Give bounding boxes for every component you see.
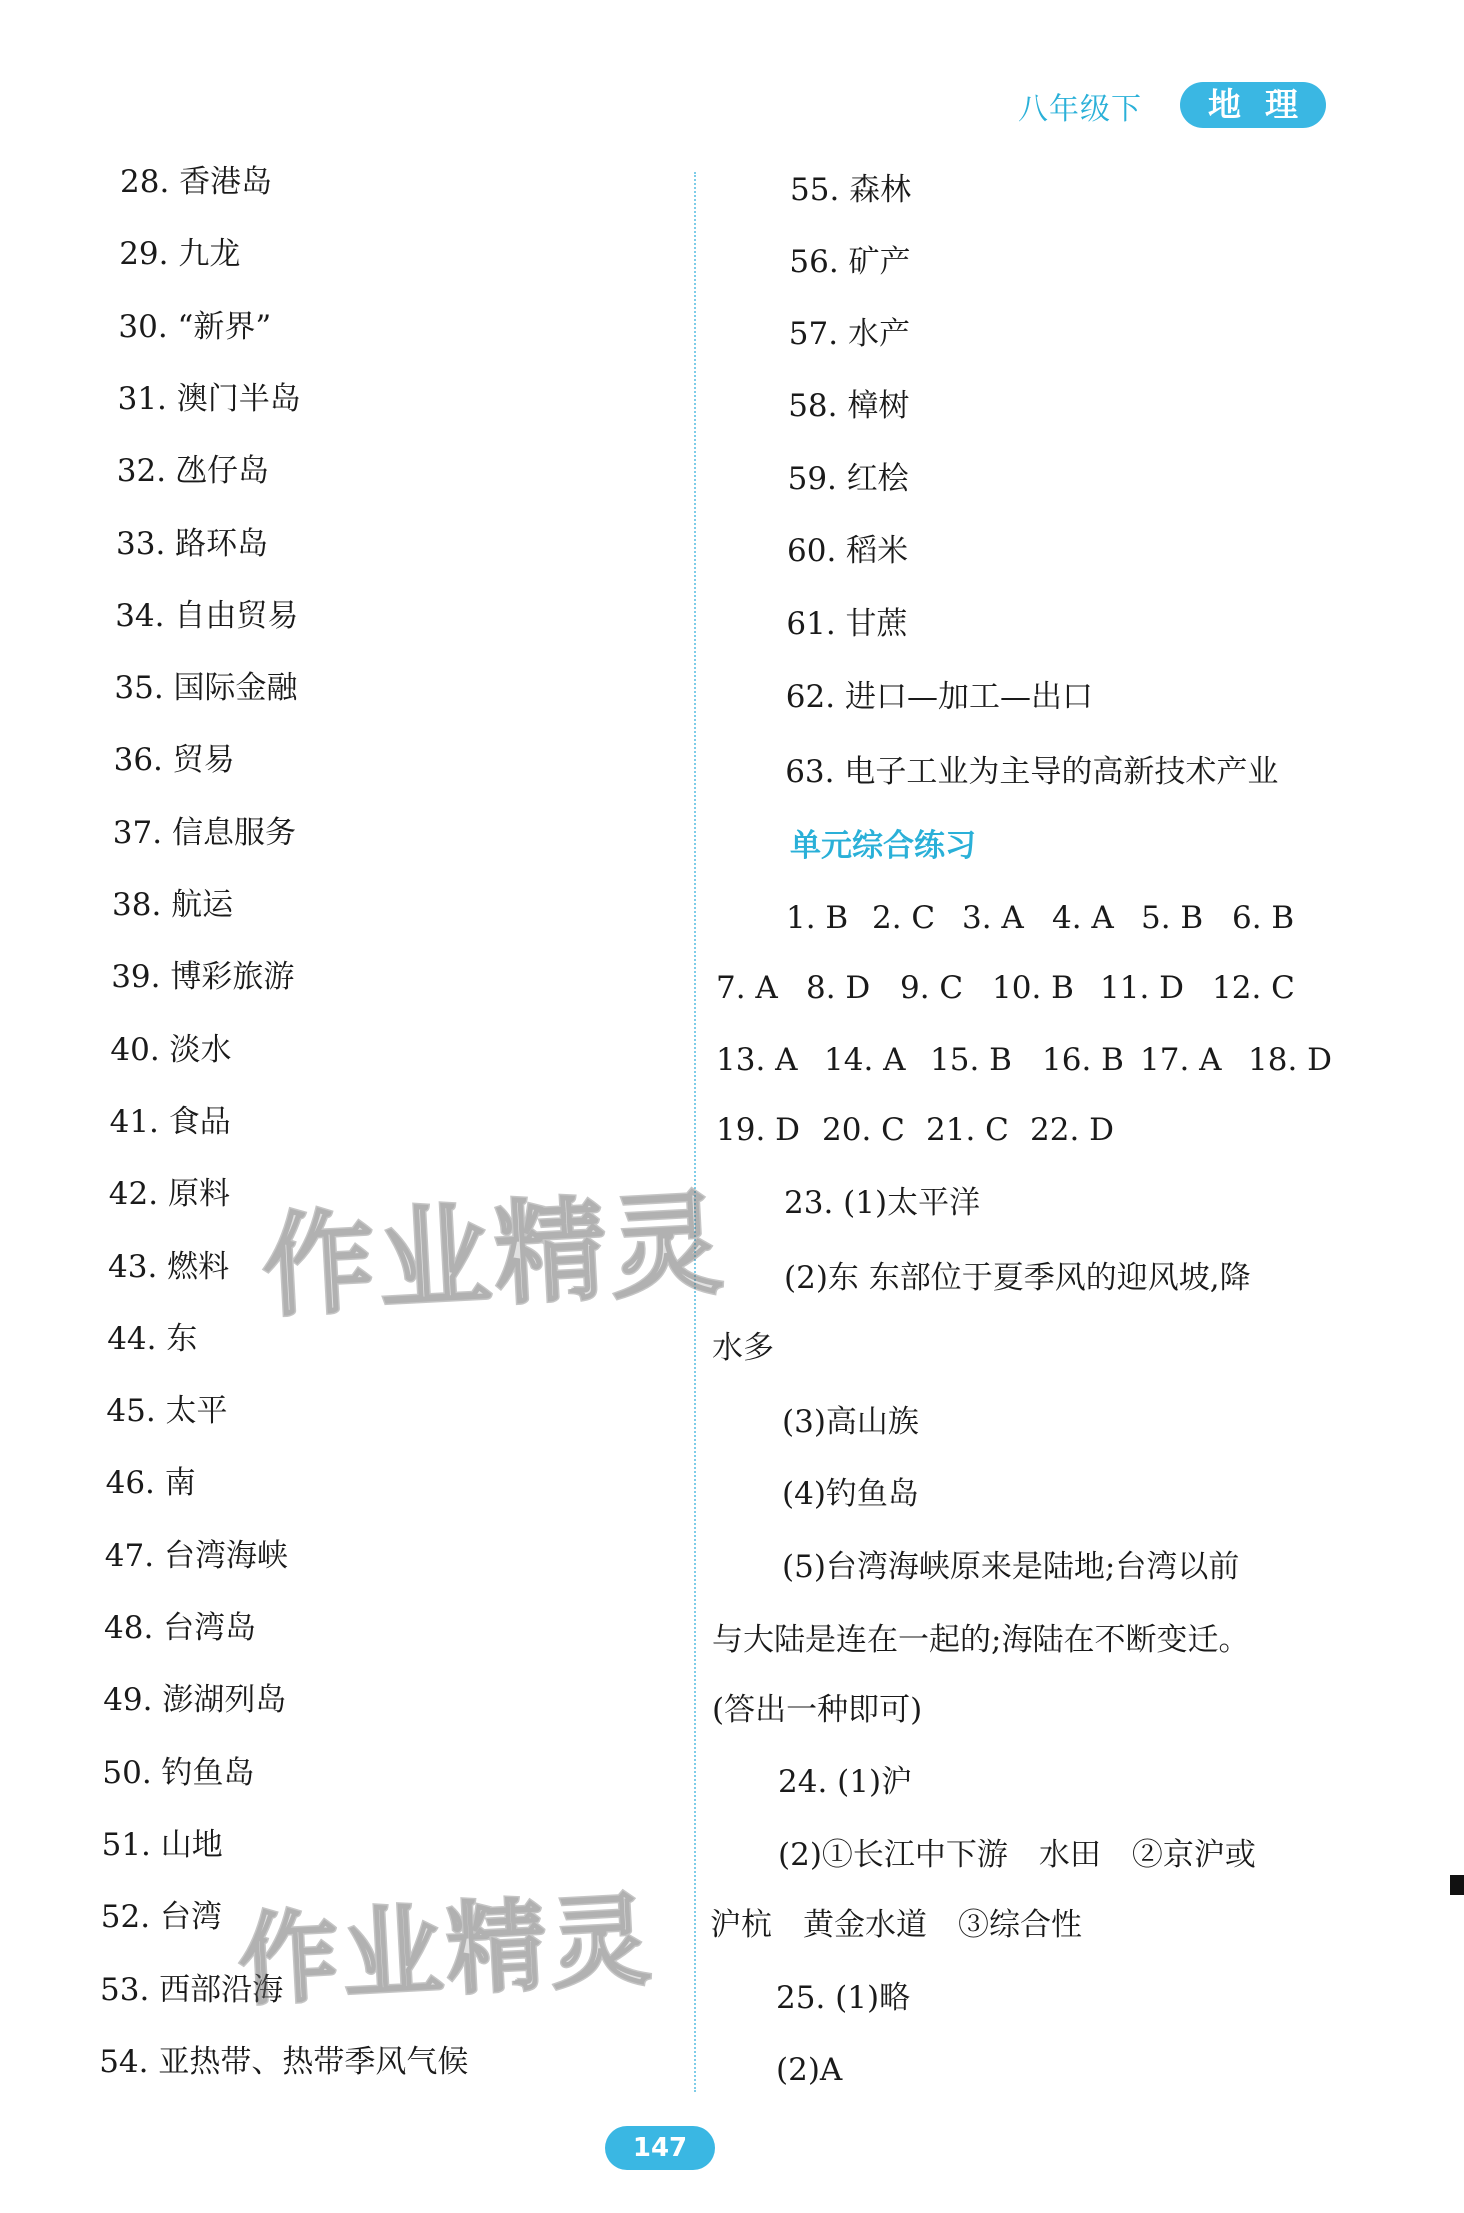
answer-line: 29. 九龙 — [119, 236, 241, 273]
answer-line: 沪杭 黄金水道 ③综合性 — [710, 1907, 1082, 1943]
answer-line: 7. A — [716, 970, 778, 1006]
answer-line: 23. (1)太平洋 — [784, 1185, 981, 1221]
answer-line: 与大陆是连在一起的;海陆在不断变迁。 — [712, 1622, 1250, 1658]
answer-line: 34. 自由贸易 — [115, 597, 299, 634]
answer-line: 18. D — [1248, 1042, 1333, 1078]
answer-line: 50. 钓鱼岛 — [102, 1754, 255, 1791]
answer-line: 52. 台湾 — [100, 1899, 222, 1936]
answer-line: 56. 矿产 — [789, 244, 911, 280]
edge-mark — [1450, 1875, 1464, 1895]
answer-line: (2)A — [776, 2052, 843, 2088]
watermark-upper: 作业精灵 — [259, 1178, 730, 1334]
answer-line: 12. C — [1212, 970, 1295, 1006]
answer-line: 28. 香港岛 — [120, 164, 273, 200]
answer-line: 35. 国际金融 — [114, 670, 298, 707]
answer-line: 11. D — [1100, 970, 1185, 1006]
answer-line: 16. B — [1042, 1042, 1124, 1078]
answer-line: 25. (1)略 — [776, 1980, 911, 2016]
answer-line: (4)钓鱼岛 — [782, 1476, 919, 1512]
answer-line: 19. D — [716, 1112, 801, 1148]
answer-line: 13. A — [716, 1042, 798, 1078]
answer-line: 21. C — [926, 1112, 1009, 1148]
answer-line: 62. 进口—加工—出口 — [785, 679, 1093, 715]
answer-line: 8. D — [806, 970, 871, 1006]
answer-line: 47. 台湾海峡 — [104, 1537, 288, 1574]
answer-line: 3. A — [962, 900, 1024, 936]
answer-line: 水多 — [712, 1330, 774, 1366]
answer-line: 59. 红桧 — [787, 461, 909, 497]
answer-line: 49. 澎湖列岛 — [103, 1682, 287, 1719]
answer-line: 51. 山地 — [101, 1826, 223, 1863]
answer-line: 36. 贸易 — [113, 742, 235, 779]
column-divider — [694, 172, 696, 2092]
answer-line: (2)①长江中下游 水田 ②京沪或 — [778, 1837, 1256, 1873]
answer-line: (3)高山族 — [782, 1404, 919, 1440]
answer-line: 38. 航运 — [112, 887, 234, 923]
answer-line: (2)东 东部位于夏季风的迎风坡,降 — [784, 1260, 1251, 1296]
answer-line: 17. A — [1140, 1042, 1222, 1078]
answer-line: 24. (1)沪 — [778, 1764, 913, 1800]
answer-line: 4. A — [1052, 900, 1114, 936]
section-title: 单元综合练习 — [790, 828, 976, 864]
answer-line: 2. C — [872, 900, 936, 936]
answer-line: 63. 电子工业为主导的高新技术产业 — [785, 754, 1279, 790]
answer-line: 46. 南 — [105, 1465, 196, 1502]
answer-line: 5. B — [1141, 900, 1204, 936]
answer-line: 41. 食品 — [109, 1103, 231, 1140]
answer-line: 30. “新界” — [118, 308, 272, 345]
answer-line: 22. D — [1030, 1112, 1115, 1148]
answer-line: 53. 西部沿海 — [100, 1971, 284, 2008]
answer-line: 57. 水产 — [788, 316, 910, 352]
answer-line: 20. C — [822, 1112, 905, 1148]
answer-line: 54. 亚热带、热带季风气候 — [99, 2043, 469, 2080]
answer-line: 10. B — [992, 970, 1074, 1006]
answer-line: 31. 澳门半岛 — [117, 380, 301, 417]
answer-line: 15. B — [930, 1042, 1012, 1078]
answer-line: 42. 原料 — [108, 1176, 230, 1213]
answer-line: 39. 博彩旅游 — [111, 959, 295, 996]
answer-line: 6. B — [1232, 900, 1295, 936]
answer-line: 48. 台湾岛 — [104, 1610, 257, 1646]
answer-line: 61. 甘蔗 — [786, 606, 908, 642]
answer-line: 37. 信息服务 — [112, 814, 296, 851]
watermark-lower: 作业精灵 — [235, 1881, 658, 2020]
answer-line: 14. A — [824, 1042, 906, 1078]
answer-line: 44. 东 — [107, 1320, 198, 1357]
page-number: 147 — [605, 2126, 715, 2170]
answer-line: 45. 太平 — [106, 1393, 228, 1430]
grade-label: 八年级下 — [1018, 92, 1142, 127]
answer-line: 58. 樟树 — [788, 388, 910, 424]
answer-line: (答出一种即可) — [712, 1692, 923, 1728]
answer-line: 40. 淡水 — [110, 1031, 232, 1068]
answer-line: 1. B — [786, 900, 849, 936]
answer-line: (5)台湾海峡原来是陆地;台湾以前 — [782, 1549, 1240, 1585]
answer-line: 43. 燃料 — [108, 1248, 230, 1285]
answer-line: 9. C — [900, 970, 964, 1006]
answer-line: 60. 稻米 — [787, 533, 909, 569]
answer-line: 32. 氹仔岛 — [116, 453, 269, 490]
subject-badge: 地理 — [1180, 82, 1326, 128]
answer-line: 33. 路环岛 — [116, 525, 269, 562]
answer-line: 55. 森林 — [790, 172, 912, 208]
